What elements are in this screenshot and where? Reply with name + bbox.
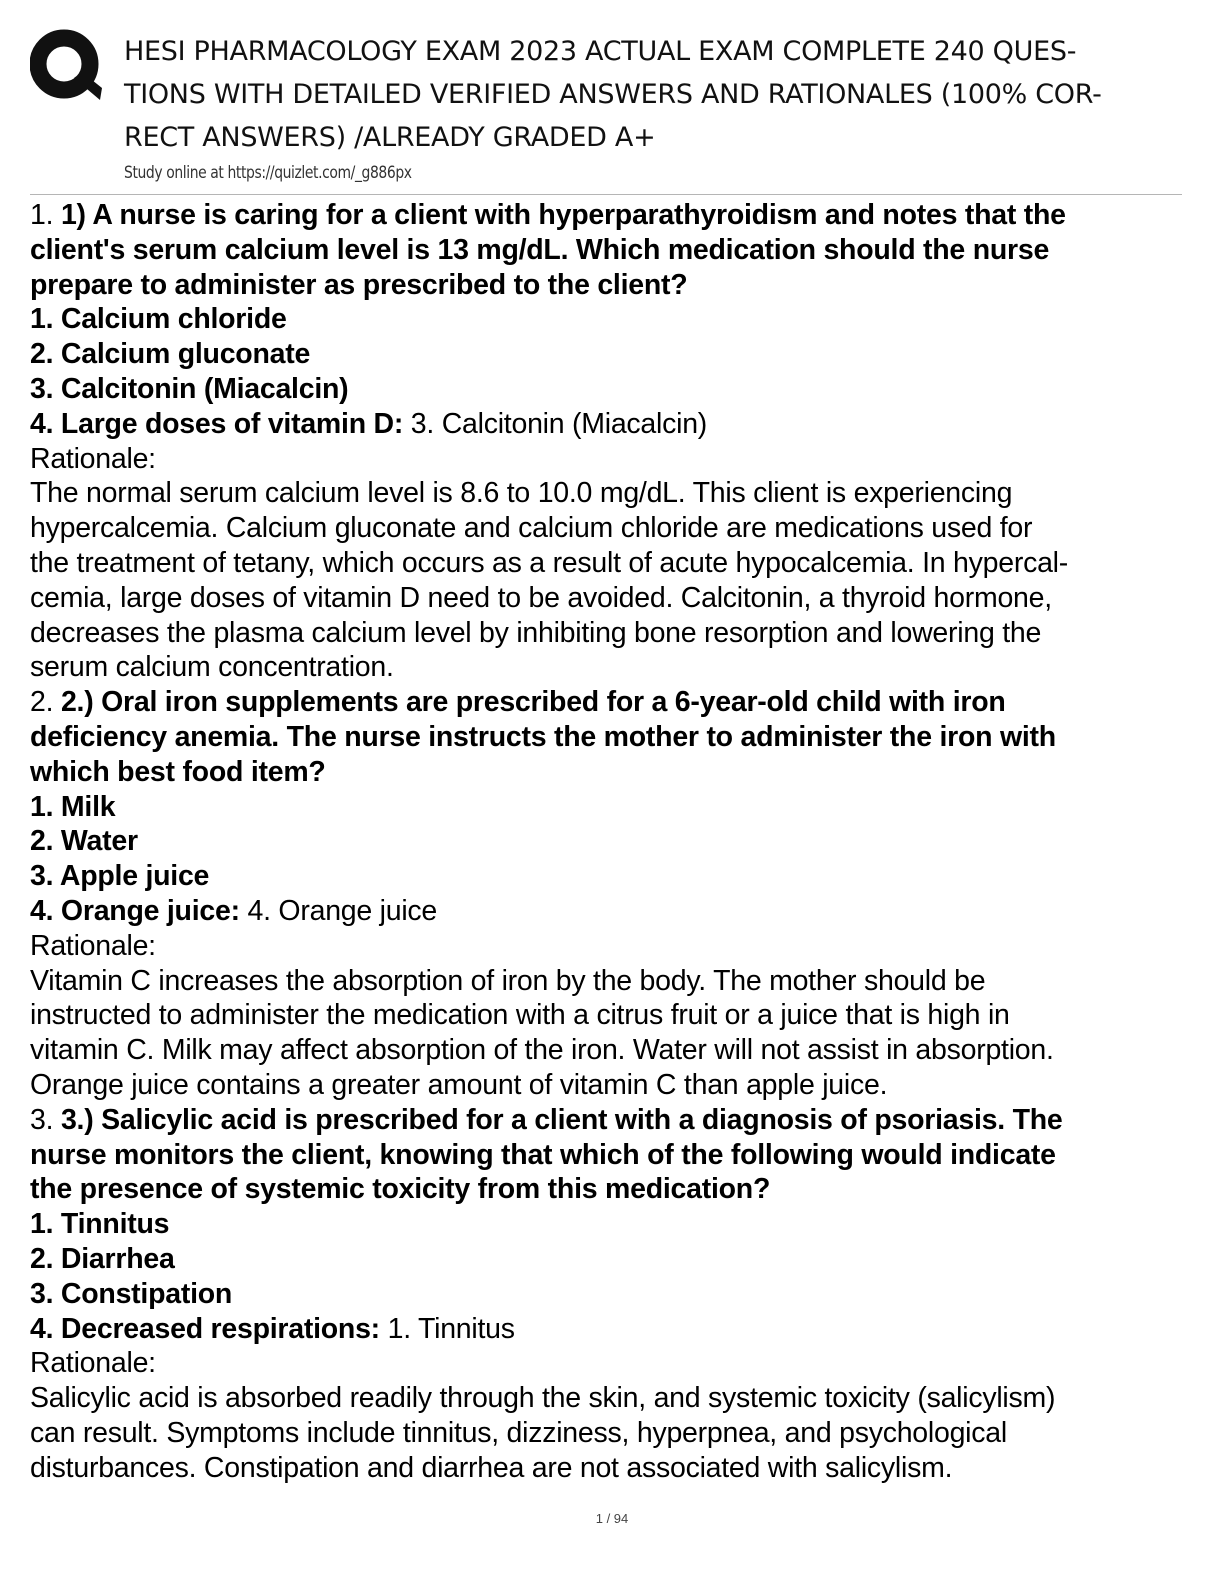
title-line: HESI PHARMACOLOGY EXAM 2023 ACTUAL EXAM COMPLETE 240 QUES- <box>124 36 1077 67</box>
question-stem: client's serum calcium level is 13 mg/dL. Which medication should the nurse <box>30 233 1050 266</box>
rationale-label: Rationale: <box>30 442 156 475</box>
answer-option: 4. Decreased respirations: 1. Tinnitus <box>30 1312 515 1345</box>
quizlet-logo-icon <box>30 28 102 100</box>
questions-list <box>30 198 1190 1485</box>
answer-option: 2. Diarrhea <box>30 1242 175 1275</box>
question-stem: 2. 2.) Oral iron supplements are prescribed for a 6-year-old child with iron <box>30 686 1006 719</box>
question-stem: prepare to administer as prescribed to the client? <box>30 268 688 301</box>
question-number: 1. <box>30 199 61 231</box>
title-line: RECT ANSWERS) /ALREADY GRADED A+ <box>124 122 656 153</box>
answer-option: 3. Apple juice <box>30 860 210 893</box>
question-item <box>30 198 1190 685</box>
question-stem: 3. 3.) Salicylic acid is prescribed for a client with a diagnosis of psoriasis. The <box>30 1103 1063 1136</box>
correct-answer: 1. Tinnitus <box>379 1312 515 1345</box>
rationale-text: serum calcium concentration. <box>30 651 394 684</box>
answer-option: 3. Calcitonin (Miacalcin) <box>30 372 349 405</box>
answer-option: 1. Tinnitus <box>30 1208 170 1241</box>
question-stem: deficiency anemia. The nurse instructs the mother to administer the iron with <box>30 720 1056 753</box>
rationale-text: decreases the plasma calcium level by inhibiting bone resorption and lowering the <box>30 616 1042 649</box>
rationale-label: Rationale: <box>30 1347 156 1380</box>
rationale-text: vitamin C. Milk may affect absorption of the iron. Water will not assist in absorption. <box>30 1034 1054 1067</box>
page-number: 1 / 94 <box>595 1511 629 1526</box>
correct-answer: 3. Calcitonin (Miacalcin) <box>403 407 708 440</box>
answer-option: 3. Constipation <box>30 1277 233 1310</box>
rationale-text: Salicylic acid is absorbed readily through the skin, and systemic toxicity (salicylism) <box>30 1382 1056 1415</box>
document-title <box>124 30 1214 159</box>
answer-option: 4. Large doses of vitamin D: 3. Calcitonin (Miacalcin) <box>30 407 708 440</box>
answer-option: 1. Milk <box>30 790 116 823</box>
question-number: 2. <box>30 686 61 719</box>
question-stem: the presence of systemic toxicity from this medication? <box>30 1173 771 1206</box>
correct-answer: 4. Orange juice <box>239 894 438 927</box>
rationale-text: The normal serum calcium level is 8.6 to 10.0 mg/dL. This client is experiencing <box>30 477 1013 510</box>
rationale-text: hypercalcemia. Calcium gluconate and calcium chloride are medications used for <box>30 512 1033 545</box>
rationale-text: can result. Symptoms include tinnitus, dizziness, hyperpnea, and psychological <box>30 1416 1007 1449</box>
rationale-text: Vitamin C increases the absorption of iron by the body. The mother should be <box>30 964 986 997</box>
answer-option: 2. Calcium gluconate <box>30 338 311 371</box>
question-number: 3. <box>30 1103 61 1136</box>
question-item <box>30 1103 1190 1486</box>
answer-option: 1. Calcium chloride <box>30 303 287 336</box>
rationale-text: the treatment of tetany, which occurs as a result of acute hypocalcemia. In hypercal- <box>30 546 1068 579</box>
question-stem: which best food item? <box>30 755 326 788</box>
rationale-text: Orange juice contains a greater amount of vitamin C than apple juice. <box>30 1068 888 1101</box>
rationale-text: cemia, large doses of vitamin D need to be avoided. Calcitonin, a thyroid hormone, <box>30 581 1052 614</box>
title-line: TIONS WITH DETAILED VERIFIED ANSWERS AND RATIONALES (100% COR- <box>124 79 1102 110</box>
study-online-link[interactable]: Study online at https://quizlet.com/_g886px <box>124 163 412 183</box>
question-item <box>30 685 1190 1103</box>
header-divider <box>30 194 1182 195</box>
answer-option: 4. Orange juice: 4. Orange juice <box>30 894 438 927</box>
rationale-label: Rationale: <box>30 929 156 962</box>
question-stem: 1. 1) A nurse is caring for a client with hyperparathyroidism and notes that the <box>30 199 1066 231</box>
question-stem: nurse monitors the client, knowing that which of the following would indicate <box>30 1138 1056 1171</box>
rationale-text: instructed to administer the medication with a citrus fruit or a juice that is high in <box>30 999 1010 1032</box>
answer-option: 2. Water <box>30 825 138 858</box>
rationale-text: disturbances. Constipation and diarrhea are not associated with salicylism. <box>30 1451 953 1484</box>
